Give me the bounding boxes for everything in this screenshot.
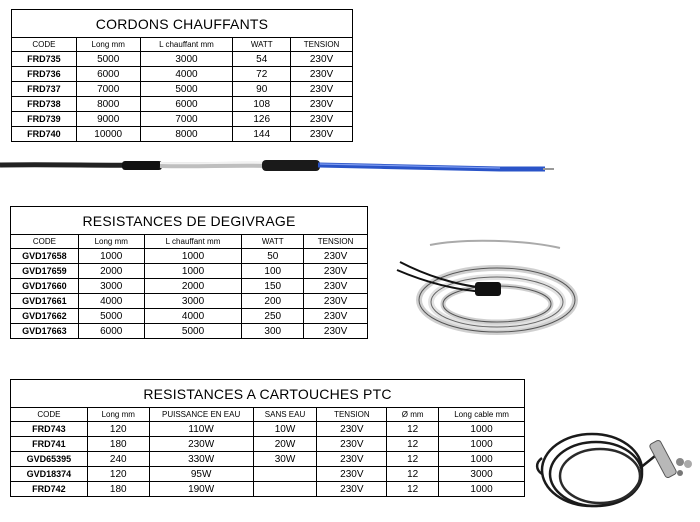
table-cell [253,467,317,482]
table-cell: 230V [317,437,387,452]
table-cell: 3000 [78,279,144,294]
table-row [12,112,353,127]
table-row [11,467,525,482]
table-cell: 108 [233,97,291,112]
product-code: GVD17662 [11,309,79,324]
table-cell: 230V [304,324,368,339]
column-header: TENSION [304,235,368,249]
table-cell: 230V [291,97,353,112]
table-cell: 50 [242,249,304,264]
table-cell: 230V [304,264,368,279]
product-code: GVD65395 [11,452,88,467]
table-cell [253,482,317,497]
table-cell: 230V [291,127,353,142]
table-cell: 144 [233,127,291,142]
product-code: GVD17658 [11,249,79,264]
table-cell: 110W [149,422,253,437]
product-code: GVD17661 [11,294,79,309]
product-code: FRD736 [12,67,77,82]
table-cell: 12 [387,422,439,437]
table-cell: 3000 [144,294,242,309]
table-row [12,127,353,142]
table-cell: 12 [387,437,439,452]
table-cell: 1000 [439,482,525,497]
table-cell: 180 [87,437,149,452]
table-cell: 8000 [140,127,233,142]
cartridge-heater-photo [530,418,698,518]
table-row [12,97,353,112]
column-header: Ø mm [387,408,439,422]
table-cell: 240 [87,452,149,467]
table-cell: 90 [233,82,291,97]
table-cell: 7000 [76,82,140,97]
table-title: RESISTANCES DE DEGIVRAGE [11,207,368,235]
table-title: CORDONS CHAUFFANTS [12,10,353,38]
table-cell: 230V [304,294,368,309]
table-cell: 6000 [78,324,144,339]
product-code: FRD740 [12,127,77,142]
table-cell: 54 [233,52,291,67]
column-header: CODE [11,408,88,422]
table-row [11,249,368,264]
table-cell: 10W [253,422,317,437]
table-cell: 4000 [78,294,144,309]
table-cell: 190W [149,482,253,497]
table-cell: 9000 [76,112,140,127]
table-cell: 12 [387,452,439,467]
table-row [12,52,353,67]
table-row [11,422,525,437]
table-cordons-chauffants [11,9,353,142]
table-cell: 1000 [144,249,242,264]
table-row [12,67,353,82]
product-code: GVD17659 [11,264,79,279]
table-row [11,309,368,324]
table-cell: 250 [242,309,304,324]
column-header: L chauffant mm [140,38,233,52]
table-cell: 3000 [140,52,233,67]
product-code: FRD741 [11,437,88,452]
table-row [11,437,525,452]
table-cell: 6000 [140,97,233,112]
table-cell: 1000 [439,452,525,467]
table-cell: 120 [87,467,149,482]
table-cell: 7000 [140,112,233,127]
table-cell: 20W [253,437,317,452]
table-cell: 230V [317,482,387,497]
table-cell: 230V [291,52,353,67]
table-cell: 10000 [76,127,140,142]
column-header: Long mm [87,408,149,422]
table-cell: 230V [317,422,387,437]
table-cell: 120 [87,422,149,437]
table-cell: 30W [253,452,317,467]
table-cell: 5000 [140,82,233,97]
table-cell: 2000 [144,279,242,294]
table-cell: 230V [291,67,353,82]
table-cell: 5000 [78,309,144,324]
table-row [11,279,368,294]
product-code: GVD17663 [11,324,79,339]
table-cell: 230V [317,452,387,467]
table-cell: 1000 [439,437,525,452]
table-cell: 95W [149,467,253,482]
table-cell: 4000 [140,67,233,82]
table-cell: 300 [242,324,304,339]
product-code: FRD742 [11,482,88,497]
table-row [11,324,368,339]
table-cell: 230W [149,437,253,452]
heating-cord-photo [0,152,555,182]
table-row [11,452,525,467]
table-resistances-degivrage [10,206,368,339]
table-cell: 330W [149,452,253,467]
table-resistances-cartouches-ptc [10,379,525,497]
product-code: FRD737 [12,82,77,97]
table-cell: 230V [304,249,368,264]
table-row [11,482,525,497]
defrost-coil-photo [385,230,580,340]
table-cell: 6000 [76,67,140,82]
column-header: WATT [233,38,291,52]
table-cell: 3000 [439,467,525,482]
table-cell: 100 [242,264,304,279]
column-header: Long cable mm [439,408,525,422]
column-header: Long mm [76,38,140,52]
column-header: CODE [11,235,79,249]
product-code: FRD743 [11,422,88,437]
table-cell: 230V [317,467,387,482]
product-code: FRD739 [12,112,77,127]
table-cell: 5000 [144,324,242,339]
table-cell: 230V [291,112,353,127]
product-code: FRD738 [12,97,77,112]
table-cell: 230V [291,82,353,97]
table-cell: 5000 [76,52,140,67]
table-cell: 1000 [144,264,242,279]
column-header: PUISSANCE EN EAU [149,408,253,422]
column-header: SANS EAU [253,408,317,422]
column-header: WATT [242,235,304,249]
table-row [11,294,368,309]
product-code: GVD17660 [11,279,79,294]
table-cell: 8000 [76,97,140,112]
table-cell: 72 [233,67,291,82]
column-header: Long mm [78,235,144,249]
product-code: FRD735 [12,52,77,67]
table-cell: 12 [387,467,439,482]
table-cell: 1000 [439,422,525,437]
table-title: RESISTANCES A CARTOUCHES PTC [11,380,525,408]
table-cell: 200 [242,294,304,309]
table-cell: 4000 [144,309,242,324]
table-row [11,264,368,279]
product-code: GVD18374 [11,467,88,482]
table-cell: 150 [242,279,304,294]
table-cell: 230V [304,279,368,294]
table-cell: 12 [387,482,439,497]
table-cell: 180 [87,482,149,497]
table-row [12,82,353,97]
table-cell: 1000 [78,249,144,264]
table-cell: 230V [304,309,368,324]
column-header: CODE [12,38,77,52]
table-cell: 2000 [78,264,144,279]
table-cell: 126 [233,112,291,127]
column-header: L chauffant mm [144,235,242,249]
column-header: TENSION [291,38,353,52]
column-header: TENSION [317,408,387,422]
